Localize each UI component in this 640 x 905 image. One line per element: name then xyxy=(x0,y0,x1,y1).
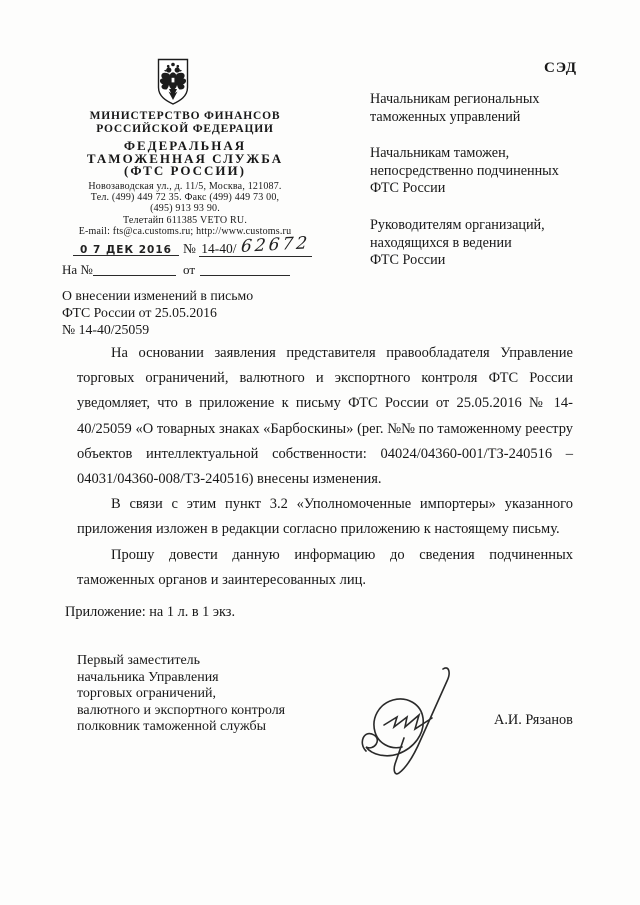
signatory-title-line-5: полковник таможенной службы xyxy=(77,719,267,735)
ministry-name-line-2: РОССИЙСКОЙ ФЕДЕРАЦИИ xyxy=(96,122,274,135)
coat-of-arms-icon xyxy=(156,57,190,107)
sed-label: СЭД xyxy=(544,60,578,76)
contact-address: Новозаводская ул., д. 11/5, Москва, 121087. xyxy=(88,181,282,192)
signatory-title-line-4: валютного и экспортного контроля xyxy=(77,702,286,718)
agency-name xyxy=(40,140,330,178)
contact-teletype: Телетайп 611385 VETO RU. xyxy=(122,214,248,226)
addressee-line: таможенных управлений xyxy=(370,108,521,125)
reply-date-line xyxy=(200,262,290,276)
contact-phone-fax: Тел. (499) 449 72 35. Факс (499) 449 73 00, xyxy=(90,192,280,204)
date-line xyxy=(73,240,179,256)
reply-number-line xyxy=(93,262,176,276)
letter-body xyxy=(77,341,573,593)
outgoing-number xyxy=(199,233,311,257)
reply-date-label: от xyxy=(183,262,196,277)
number-printed: 14-40/ xyxy=(201,241,237,256)
date-stamp: 0 7 ДЕК 2016 xyxy=(80,244,172,256)
addressee-line: находящихся в ведении xyxy=(370,234,512,251)
addressee-line: ФТС России xyxy=(370,180,446,197)
letterhead-contacts xyxy=(30,181,340,237)
addressee-line: Начальникам таможен, xyxy=(370,145,510,161)
signatory-title-line-3: торговых ограничений, xyxy=(77,686,217,702)
signatory-title xyxy=(77,653,357,736)
reply-number-label: На № xyxy=(62,262,93,277)
addressee-block-3 xyxy=(370,217,595,270)
agency-name-line-1: ФЕДЕРАЛЬНАЯ xyxy=(123,138,247,153)
agency-name-line-3: (ФТС РОССИИ) xyxy=(124,163,246,179)
attachment-note: Приложение: на 1 л. в 1 экз. xyxy=(65,604,236,620)
addressee-line: Начальникам региональных xyxy=(370,91,540,107)
addressee-line: непосредственно подчиненных xyxy=(370,162,559,179)
agency-name-line-2: ТАМОЖЕННАЯ СЛУЖБА xyxy=(86,150,284,166)
number-prefix: № xyxy=(183,241,196,256)
addressee-block-2 xyxy=(370,145,595,198)
ministry-name xyxy=(40,110,330,135)
subject-block xyxy=(62,287,322,338)
addressee-line: ФТС России xyxy=(370,252,446,269)
body-paragraph-3: Прошу довести данную информацию до сведения подчиненных таможенных органов и заинтересованных лиц. xyxy=(77,546,573,588)
body-paragraph-2: В связи с этим пункт 3.2 «Уполномоченные импортеры» указанного приложения изложен в редакции согласно приложению к настоящему письму. xyxy=(77,496,573,538)
signatory-title-line-2: начальника Управления xyxy=(77,669,219,685)
outgoing-number-line xyxy=(183,233,312,257)
body-paragraph-1: На основании заявления представителя правообладателя Управление торговых ограничений, валютного и экспортного контроля ФТС России уведомляет, что в приложение к письму ФТС России от 25.05.2016 № 14-40/25059 «О товарных знаках «Барбоскины» (рег. №№ по таможенному реестру объектов интеллектуальной собственности: 04024/04360-001/ТЗ-240516 – 04031/04360-008/ТЗ-240516) внесены изменения. xyxy=(77,345,573,488)
addressee-block-1 xyxy=(370,91,595,126)
subject-line-1: О внесении изменений в письмо xyxy=(62,288,254,303)
subject-line-2: ФТС России от 25.05.2016 xyxy=(62,305,217,320)
subject-line-3: № 14-40/25059 xyxy=(62,322,150,337)
signatory-name: А.И. Рязанов xyxy=(494,712,573,728)
ministry-name-line-1: МИНИСТЕРСТВО ФИНАНСОВ xyxy=(89,110,281,122)
contact-email-web: E-mail: fts@ca.customs.ru; http://www.customs.ru xyxy=(78,225,292,237)
handwritten-signature-icon xyxy=(350,663,460,781)
addressee-line: Руководителям организаций, xyxy=(370,217,545,233)
signatory-title-line-1: Первый заместитель xyxy=(77,653,201,668)
number-handwritten: 62672 xyxy=(239,233,311,257)
contact-phone-2: (495) 913 93 90. xyxy=(150,203,220,215)
